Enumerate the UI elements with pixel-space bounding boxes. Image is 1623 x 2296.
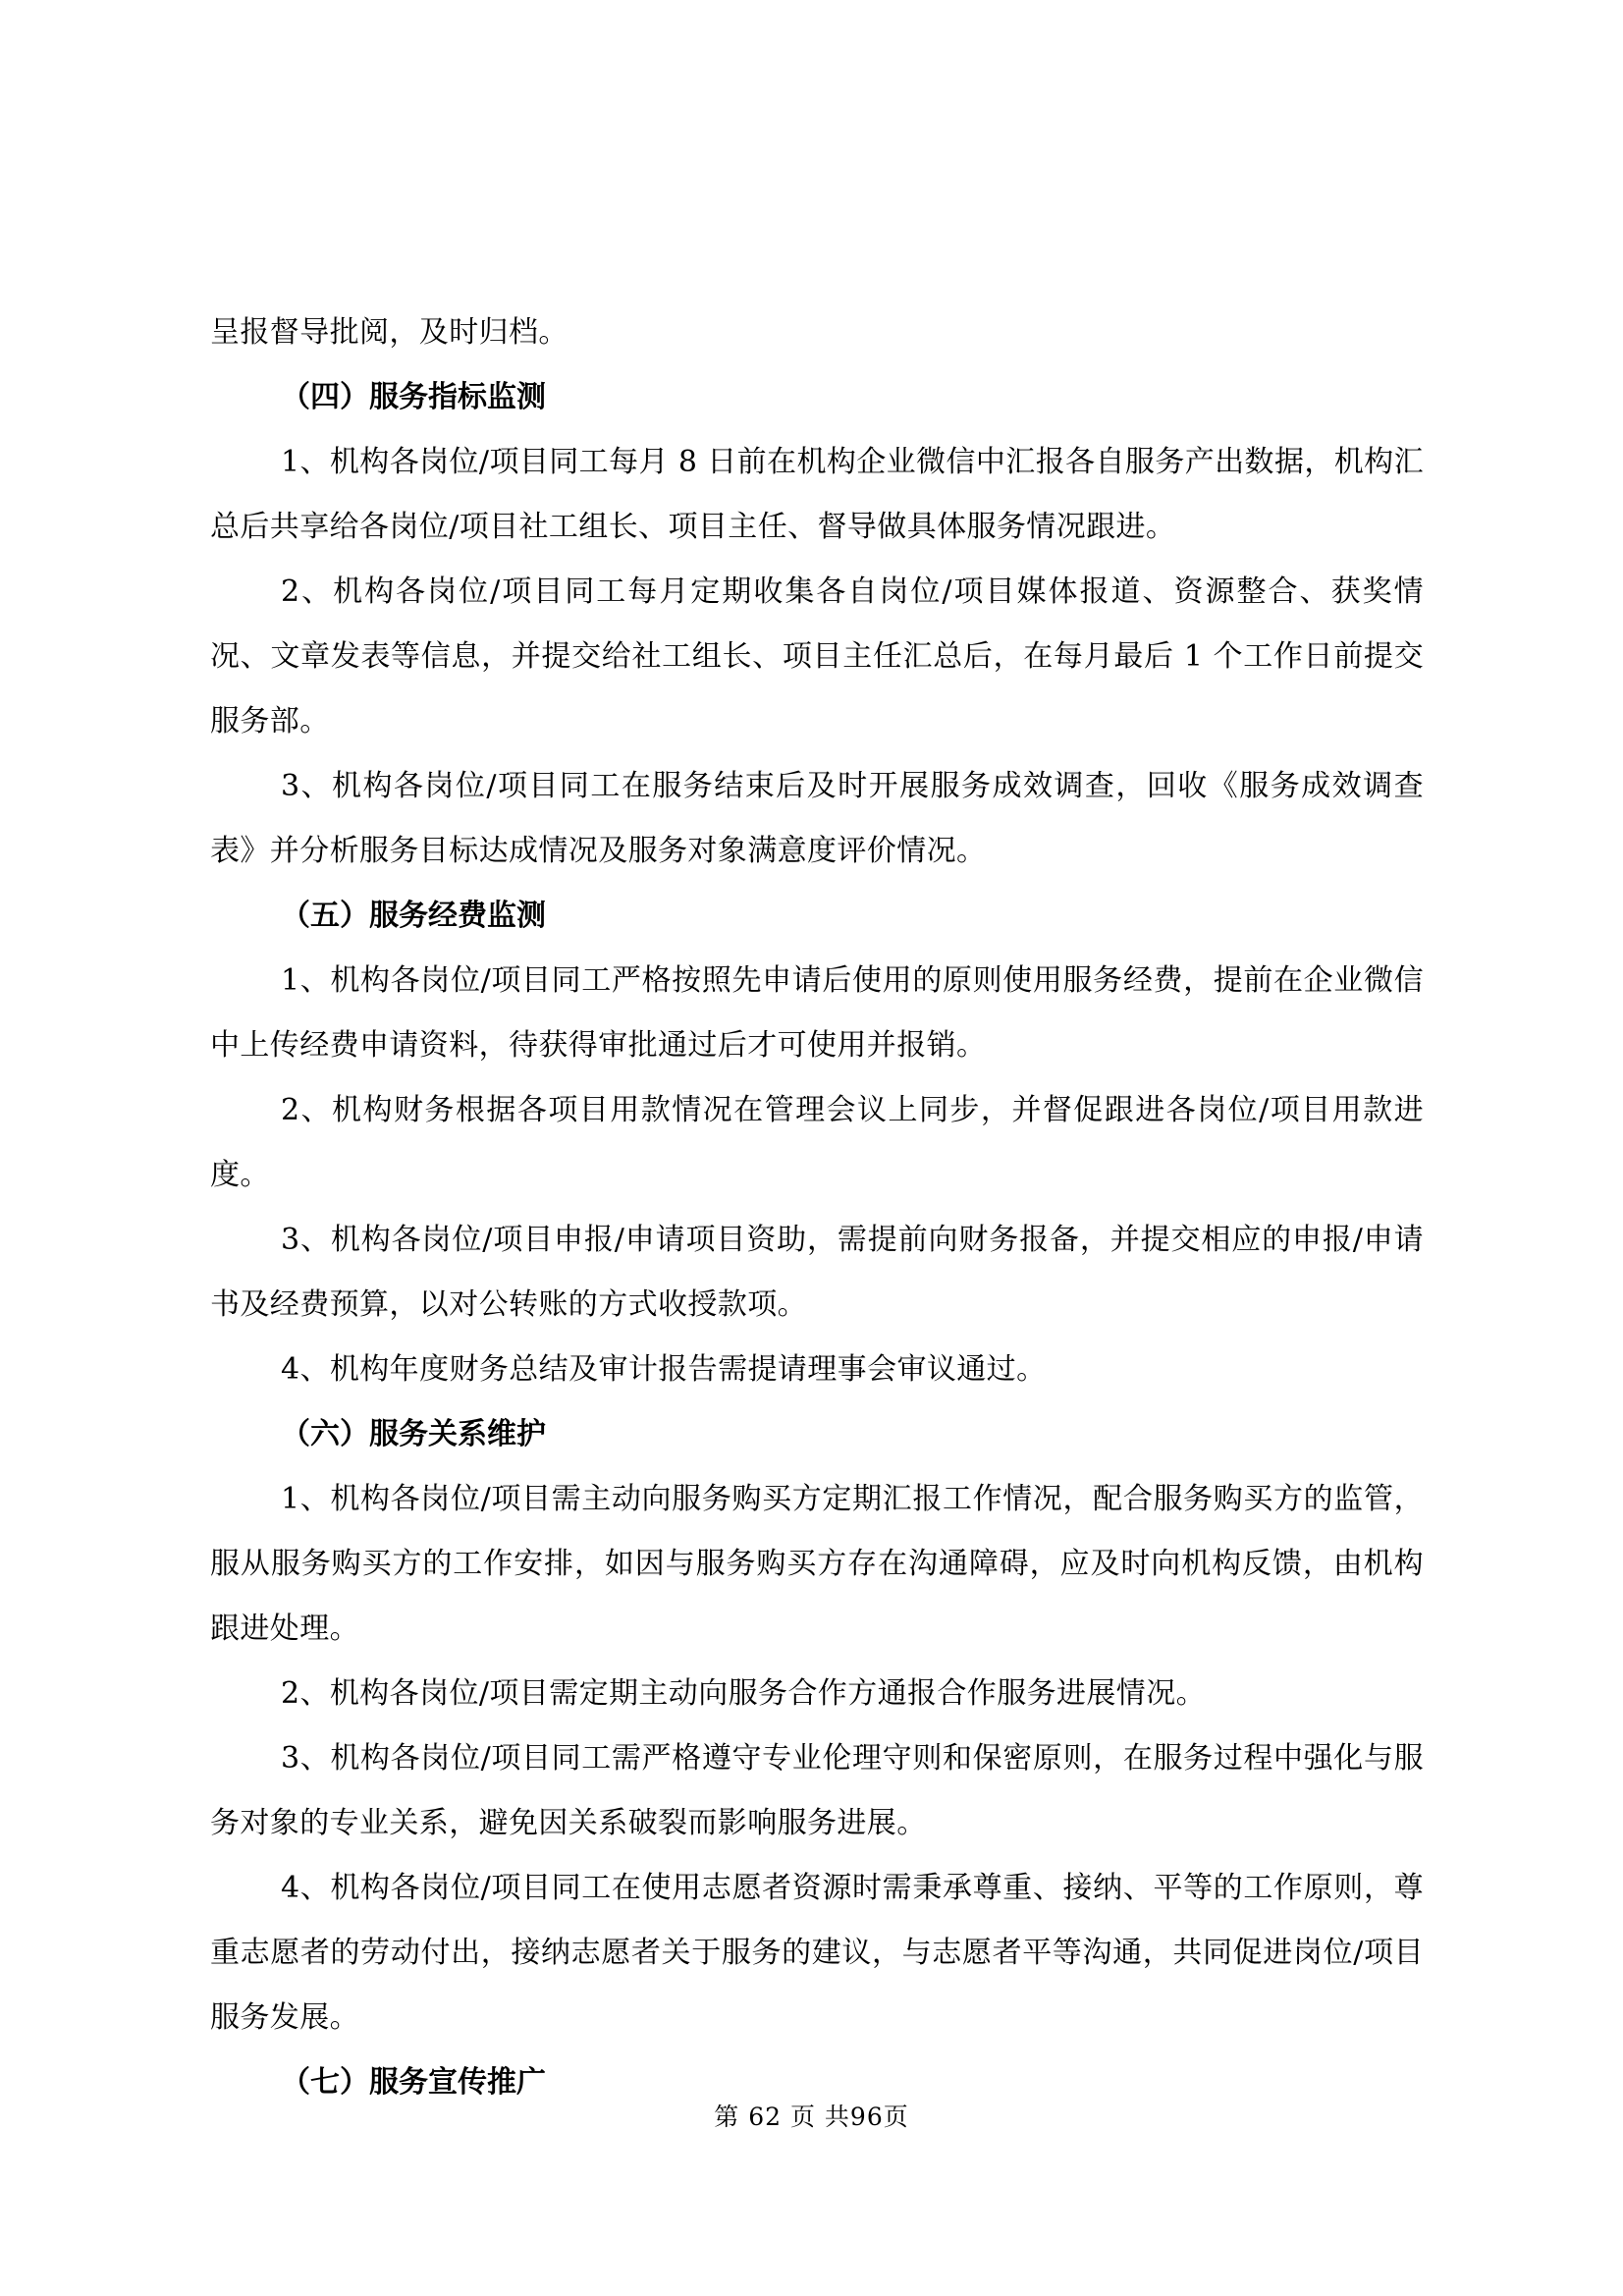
paragraph-6-4: 4、机构各岗位/项目同工在使用志愿者资源时需秉承尊重、接纳、平等的工作原则，尊重志愿者的劳动付出，接纳志愿者关于服务的建议，与志愿者平等沟通，共同促进岗位/项目服务发展。: [210, 1871, 1424, 2035]
paragraph-5-3: 3、机构各岗位/项目申报/申请项目资助，需提前向财务报备，并提交相应的申报/申请书及经费预算，以对公转账的方式收授款项。: [210, 1223, 1424, 1322]
document-body: [210, 301, 1424, 2115]
section-heading-6: （六）服务关系维护: [281, 1417, 546, 1451]
section-heading-4: （四）服务指标监测: [281, 380, 546, 414]
paragraph-4-3: 3、机构各岗位/项目同工在服务结束后及时开展服务成效调查，回收《服务成效调查表》并分析服务目标达成情况及服务对象满意度评价情况。: [210, 769, 1424, 868]
paragraph-4-1: 1、机构各岗位/项目同工每月 8 日前在机构企业微信中汇报各自服务产出数据，机构汇总后共享给各岗位/项目社工组长、项目主任、督导做具体服务情况跟进。: [210, 445, 1424, 544]
paragraph-6-2: 2、机构各岗位/项目需定期主动向服务合作方通报合作服务进展情况。: [281, 1676, 1206, 1711]
section-heading-5: （五）服务经费监测: [281, 899, 546, 933]
paragraph-4-2: 2、机构各岗位/项目同工每月定期收集各自岗位/项目媒体报道、资源整合、获奖情况、文章发表等信息，并提交给社工组长、项目主任汇总后，在每月最后 1 个工作日前提交服务部。: [210, 574, 1424, 738]
paragraph-continuation: 呈报督导批阅，及时归档。: [210, 315, 568, 350]
paragraph-6-3: 3、机构各岗位/项目同工需严格遵守专业伦理守则和保密原则，在服务过程中强化与服务对象的专业关系，避免因关系破裂而影响服务进展。: [210, 1741, 1424, 1840]
paragraph-5-1: 1、机构各岗位/项目同工严格按照先申请后使用的原则使用服务经费，提前在企业微信中上传经费申请资料，待获得审批通过后才可使用并报销。: [210, 963, 1424, 1063]
page-number: 第 62 页 共96页: [714, 2103, 909, 2131]
paragraph-5-4: 4、机构年度财务总结及审计报告需提请理事会审议通过。: [281, 1352, 1047, 1387]
section-heading-7: （七）服务宣传推广: [281, 2065, 546, 2100]
paragraph-5-2: 2、机构财务根据各项目用款情况在管理会议上同步，并督促跟进各岗位/项目用款进度。: [210, 1093, 1424, 1192]
paragraph-6-1: 1、机构各岗位/项目需主动向服务购买方定期汇报工作情况，配合服务购买方的监管，服从服务购买方的工作安排，如因与服务购买方存在沟通障碍，应及时向机构反馈，由机构跟进处理。: [210, 1482, 1424, 1646]
